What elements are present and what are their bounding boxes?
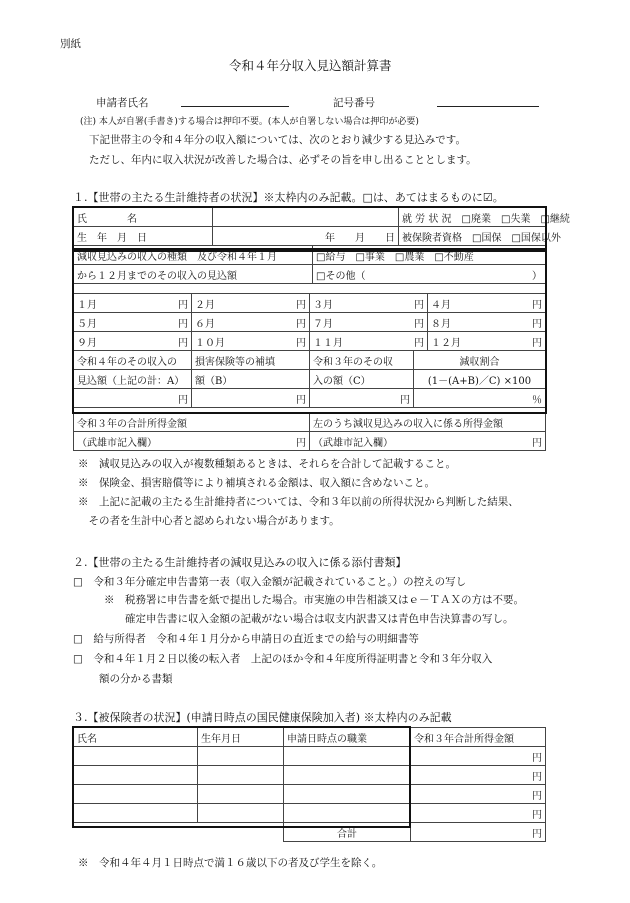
table-cell[interactable] bbox=[284, 766, 411, 785]
col-b-label-2: 額（B） bbox=[192, 370, 310, 389]
attachment-item-cont: 額の分かる書類 bbox=[99, 673, 173, 685]
insured-table bbox=[73, 727, 546, 842]
symbol-number-field[interactable] bbox=[437, 106, 539, 107]
table-cell[interactable] bbox=[198, 747, 284, 766]
amount-c-field[interactable]: 円 bbox=[310, 389, 414, 408]
table-cell[interactable] bbox=[74, 804, 198, 823]
col-a-label-2: 見込額（上記の計：A） bbox=[74, 370, 192, 389]
income-type-label-1: 減収見込みの収入の種類 及び令和４年１月 bbox=[74, 246, 313, 265]
income-type-label-2: から１２月までのその収入の見込額 bbox=[74, 265, 313, 284]
name-label: 氏 名 bbox=[74, 208, 213, 227]
income-cell[interactable]: 円 bbox=[411, 766, 546, 785]
reduced-income-label: 左のうち減収見込みの収入に係る所得金額 bbox=[310, 413, 546, 432]
reduction-calc-table bbox=[73, 350, 546, 408]
note-3: ※ 上記に記載の主たる生計維持者については、令和３年以前の所得状況から判断した結果、 bbox=[78, 496, 519, 508]
symbol-number-label: 記号番号 bbox=[333, 97, 375, 109]
table-cell[interactable] bbox=[198, 785, 284, 804]
month-cell[interactable]: ８月 円 bbox=[428, 313, 546, 332]
birth-field[interactable]: 年 月 日 bbox=[213, 227, 399, 246]
col-income-header: 令和３年合計所得金額 bbox=[411, 728, 546, 747]
income-cell[interactable]: 円 bbox=[411, 804, 546, 823]
table-cell[interactable] bbox=[74, 747, 198, 766]
col-job-header: 申請日時点の職業 bbox=[284, 728, 411, 747]
intro-line-1: 下記世帯主の令和４年分の収入額については、次のとおり減少する見込みです。 bbox=[89, 134, 466, 146]
income-cell[interactable]: 円 bbox=[411, 785, 546, 804]
attachment-item[interactable]: □ 給与所得者 令和４年１月分から申請日の直近までの給与の明細書等 bbox=[73, 633, 419, 645]
table-cell[interactable] bbox=[198, 804, 284, 823]
applicant-name-field[interactable] bbox=[181, 106, 289, 107]
month-cell[interactable]: １０月 円 bbox=[192, 332, 310, 351]
income-type-options-1[interactable]: □給与 □事業 □農業 □不動産 bbox=[313, 246, 546, 265]
note-1: ※ 減収見込みの収入が複数種類あるときは、それらを合計して記載すること。 bbox=[78, 458, 456, 470]
household-head-table bbox=[73, 207, 570, 284]
income-type-options-2[interactable]: □その他（ ） bbox=[313, 265, 546, 284]
intro-line-2: ただし、年内に収入状況が改善した場合は、必ずその旨を申し出ることとします。 bbox=[89, 154, 477, 166]
work-status[interactable]: 就 労 状 況 □廃業 □失業 □継続 bbox=[399, 208, 546, 227]
month-cell[interactable]: ２月 円 bbox=[192, 294, 310, 313]
table-cell[interactable] bbox=[198, 766, 284, 785]
month-cell[interactable]: １２月 円 bbox=[428, 332, 546, 351]
section2-heading: ２.【世帯の主たる生計維持者の減収見込みの収入に係る添付書類】 bbox=[73, 556, 407, 569]
month-cell[interactable]: ５月 円 bbox=[74, 313, 192, 332]
section1-heading: １.【世帯の主たる生計維持者の状況】※太枠内のみ記載。□は、あてはまるものに☑。 bbox=[73, 191, 504, 204]
attachment-note: 確定申告書に収入金額の記載がない場合は収支内訳書又は青色申告決算書の写し。 bbox=[125, 613, 514, 625]
city-use-table bbox=[73, 412, 546, 451]
amount-b-field[interactable]: 円 bbox=[192, 389, 310, 408]
month-cell[interactable]: ７月 円 bbox=[310, 313, 428, 332]
name-field[interactable] bbox=[213, 208, 399, 227]
section3-heading: ３.【被保険者の状況】(申請日時点の国民健康保険加入者) ※太枠内のみ記載 bbox=[73, 711, 452, 724]
total-field[interactable]: 円 bbox=[411, 823, 546, 842]
amount-a-field[interactable]: 円 bbox=[74, 389, 192, 408]
col-d-label: 減収割合 bbox=[414, 351, 546, 370]
attachment-note: ※ 税務署に申告書を紙で提出した場合。市実施の申告相談又はｅ－ＴＡＸの方は不要。 bbox=[104, 594, 524, 606]
note-4: その者を生計中心者と認められない場合があります。 bbox=[78, 515, 340, 527]
total-income-label: 令和３年の合計所得金額 bbox=[74, 413, 310, 432]
total-label: 合計 bbox=[284, 823, 411, 842]
table-cell[interactable] bbox=[74, 766, 198, 785]
monthly-income-table bbox=[73, 293, 546, 351]
month-cell[interactable]: １１月 円 bbox=[310, 332, 428, 351]
section3-footnote: ※ 令和４年４月１日時点で満１６歳以下の者及び学生を除く。 bbox=[78, 857, 383, 869]
insured-status[interactable]: 被保険者資格 □国保 □国保以外 bbox=[399, 227, 546, 246]
col-b-label: 損害保険等の補填 bbox=[192, 351, 310, 370]
col-name-header: 氏名 bbox=[74, 728, 198, 747]
empty-cell bbox=[74, 823, 284, 842]
reduction-rate-field[interactable]: ％ bbox=[414, 389, 546, 408]
table-cell[interactable] bbox=[284, 747, 411, 766]
annex-label: 別紙 bbox=[60, 38, 81, 50]
applicant-name-label: 申請者氏名 bbox=[96, 97, 149, 109]
month-cell[interactable]: １月 円 bbox=[74, 294, 192, 313]
reduced-income-field[interactable]: （武雄市記入欄） 円 bbox=[310, 432, 546, 451]
attachment-item[interactable]: □ 令和３年分確定申告書第一表（収入金額が記載されていること。）の控えの写し bbox=[73, 576, 467, 588]
col-c-label-2: 入の額（C） bbox=[310, 370, 414, 389]
income-cell[interactable]: 円 bbox=[411, 747, 546, 766]
month-cell[interactable]: ９月 円 bbox=[74, 332, 192, 351]
col-birth-header: 生年月日 bbox=[198, 728, 284, 747]
month-cell[interactable]: ３月 円 bbox=[310, 294, 428, 313]
page-title: 令和４年分収入見込額計算書 bbox=[229, 58, 392, 73]
month-cell[interactable]: ４月 円 bbox=[428, 294, 546, 313]
month-cell[interactable]: ６月 円 bbox=[192, 313, 310, 332]
note-2: ※ 保険金、損害賠償等により補填される金額は、収入額に含めないこと。 bbox=[78, 477, 435, 489]
table-cell[interactable] bbox=[74, 785, 198, 804]
signature-note: (注) 本人が自署(手書き)する場合は押印不要。(本人が自署しない場合は押印が必要) bbox=[80, 117, 419, 127]
col-c-label: 令和３年のその収 bbox=[310, 351, 414, 370]
col-d-formula: (1－(A+B)／C) ×100 bbox=[414, 370, 546, 389]
table-cell[interactable] bbox=[284, 785, 411, 804]
col-a-label: 令和４年のその収入の bbox=[74, 351, 192, 370]
table-cell[interactable] bbox=[284, 804, 411, 823]
total-income-field[interactable]: （武雄市記入欄） 円 bbox=[74, 432, 310, 451]
birth-label: 生 年 月 日 bbox=[74, 227, 213, 246]
attachment-item[interactable]: □ 令和４年１月２日以後の転入者 上記のほか令和４年度所得証明書と令和３年分収入 bbox=[73, 653, 493, 665]
